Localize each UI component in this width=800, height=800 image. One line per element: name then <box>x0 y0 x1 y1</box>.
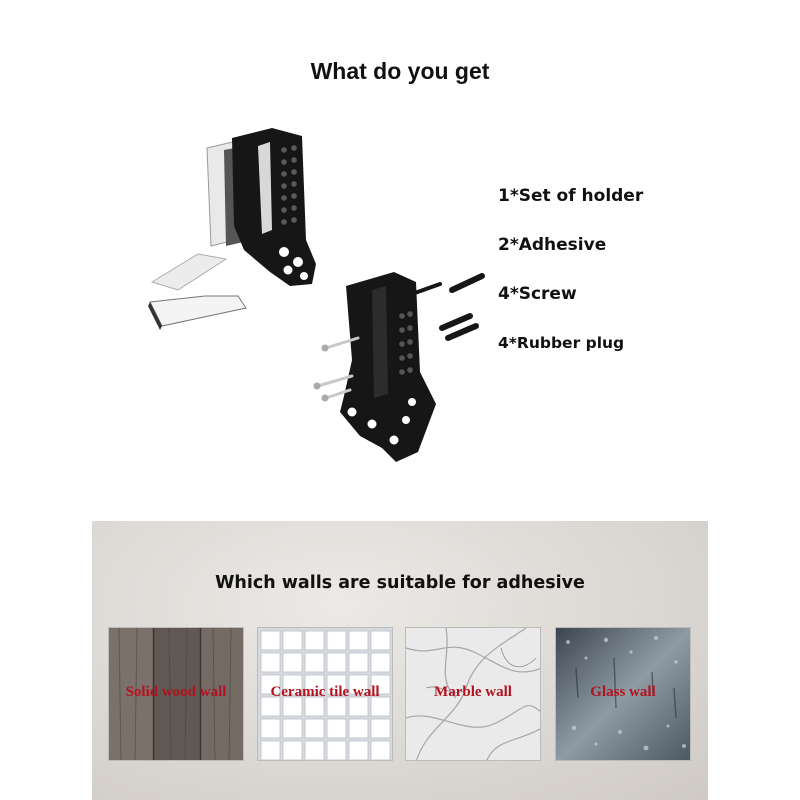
wall-label: Solid wood wall <box>125 684 227 700</box>
list-item: 2*Adhesive <box>498 235 607 255</box>
package-contents-list <box>498 184 643 380</box>
wood-wall-tile <box>108 627 244 761</box>
holder-icon <box>340 272 436 462</box>
wall-label: Ceramic tile wall <box>270 684 380 700</box>
page-title: What do you get <box>310 58 490 84</box>
rubber-plug-icon <box>442 276 482 338</box>
marble-wall-tile <box>405 627 541 761</box>
list-item: 4*Rubber plug <box>498 334 625 352</box>
wall-section-title: Which walls are suitable for adhesive <box>215 573 585 593</box>
wall-types-panel <box>92 521 708 800</box>
ceramic-tile-wall-tile <box>257 627 393 761</box>
wall-label: Marble wall <box>434 684 512 700</box>
holder-icon <box>232 128 316 286</box>
list-item: 1*Set of holder <box>498 186 644 206</box>
glass-wall-tile <box>555 627 691 761</box>
wall-label: Glass wall <box>590 684 656 700</box>
list-item: 4*Screw <box>498 284 577 304</box>
